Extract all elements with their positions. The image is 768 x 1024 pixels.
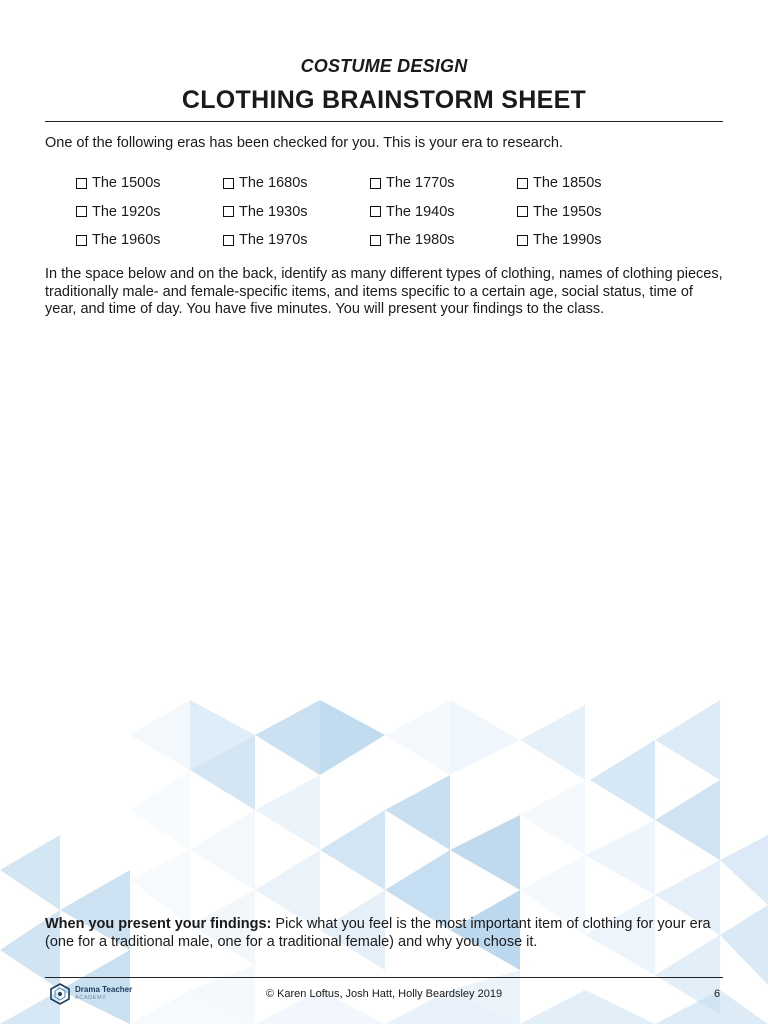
- era-row: [76, 201, 676, 230]
- era-label: The 1920s: [92, 203, 161, 220]
- era-option[interactable]: [517, 172, 602, 194]
- era-option[interactable]: [370, 229, 455, 251]
- checkbox-icon[interactable]: [223, 206, 234, 217]
- era-checklist: [76, 172, 676, 258]
- era-option[interactable]: [223, 172, 308, 194]
- checkbox-icon[interactable]: [76, 178, 87, 189]
- era-label: The 1850s: [533, 175, 602, 191]
- era-option[interactable]: [370, 172, 455, 194]
- era-label: The 1980s: [386, 232, 455, 248]
- era-option[interactable]: [76, 201, 161, 223]
- era-row: [76, 172, 676, 201]
- era-label: The 1930s: [239, 203, 308, 220]
- era-label: The 1500s: [92, 175, 161, 191]
- logo-line-1: Drama Teacher: [75, 985, 133, 994]
- page-number: 6: [714, 988, 721, 1000]
- intro-paragraph: [45, 135, 723, 151]
- footer-divider: [45, 977, 723, 978]
- era-label: The 1940s: [386, 203, 455, 220]
- era-label: The 1960s: [92, 232, 161, 248]
- checkbox-icon[interactable]: [223, 235, 234, 246]
- checkbox-icon[interactable]: [517, 206, 528, 217]
- era-label: The 1990s: [533, 232, 602, 248]
- era-label: The 1970s: [239, 232, 308, 248]
- checkbox-icon[interactable]: [76, 206, 87, 217]
- era-option[interactable]: [517, 201, 602, 223]
- checkbox-icon[interactable]: [517, 178, 528, 189]
- presentation-text: Pick what you feel is the most important item of clothing for your era (one for a traditional male, one for a traditional female) and why you chose it.: [45, 916, 711, 950]
- era-label: The 1770s: [386, 175, 455, 191]
- header-divider: [45, 121, 723, 122]
- checkbox-icon[interactable]: [517, 235, 528, 246]
- era-option[interactable]: [517, 229, 602, 251]
- checkbox-icon[interactable]: [76, 235, 87, 246]
- era-option[interactable]: [76, 172, 161, 194]
- checkbox-icon[interactable]: [370, 178, 381, 189]
- page-subtitle: COSTUME DESIGN: [300, 56, 468, 76]
- era-option[interactable]: [76, 229, 161, 251]
- era-label: The 1950s: [533, 203, 602, 220]
- checkbox-icon[interactable]: [370, 235, 381, 246]
- checkbox-icon[interactable]: [223, 178, 234, 189]
- page-title: CLOTHING BRAINSTORM SHEET: [181, 86, 587, 114]
- presentation-paragraph: [45, 916, 723, 951]
- instructions-paragraph: In the space below and on the back, identify as many different types of clothing, names of clothing pieces, traditionally male- and female-specific items, and items specific to a certain age, social status, time of year, and time of day. You have five minutes. You will present your findings to the class.: [45, 266, 723, 317]
- intro-text: One of the following eras has been checked for you.: [45, 135, 380, 151]
- era-label: The 1680s: [239, 175, 308, 191]
- presentation-lead: When you present your findings:: [45, 916, 272, 932]
- checkbox-icon[interactable]: [370, 206, 381, 217]
- logo-line-2: ACADEMY: [75, 995, 107, 1001]
- era-option[interactable]: [223, 229, 308, 251]
- copyright-notice: © Karen Loftus, Josh Hatt, Holly Beardsley 2019: [265, 988, 503, 1000]
- era-option[interactable]: [223, 201, 308, 223]
- era-row: [76, 229, 676, 258]
- intro-emphasis: This is your era to research.: [383, 135, 564, 151]
- era-option[interactable]: [370, 201, 455, 223]
